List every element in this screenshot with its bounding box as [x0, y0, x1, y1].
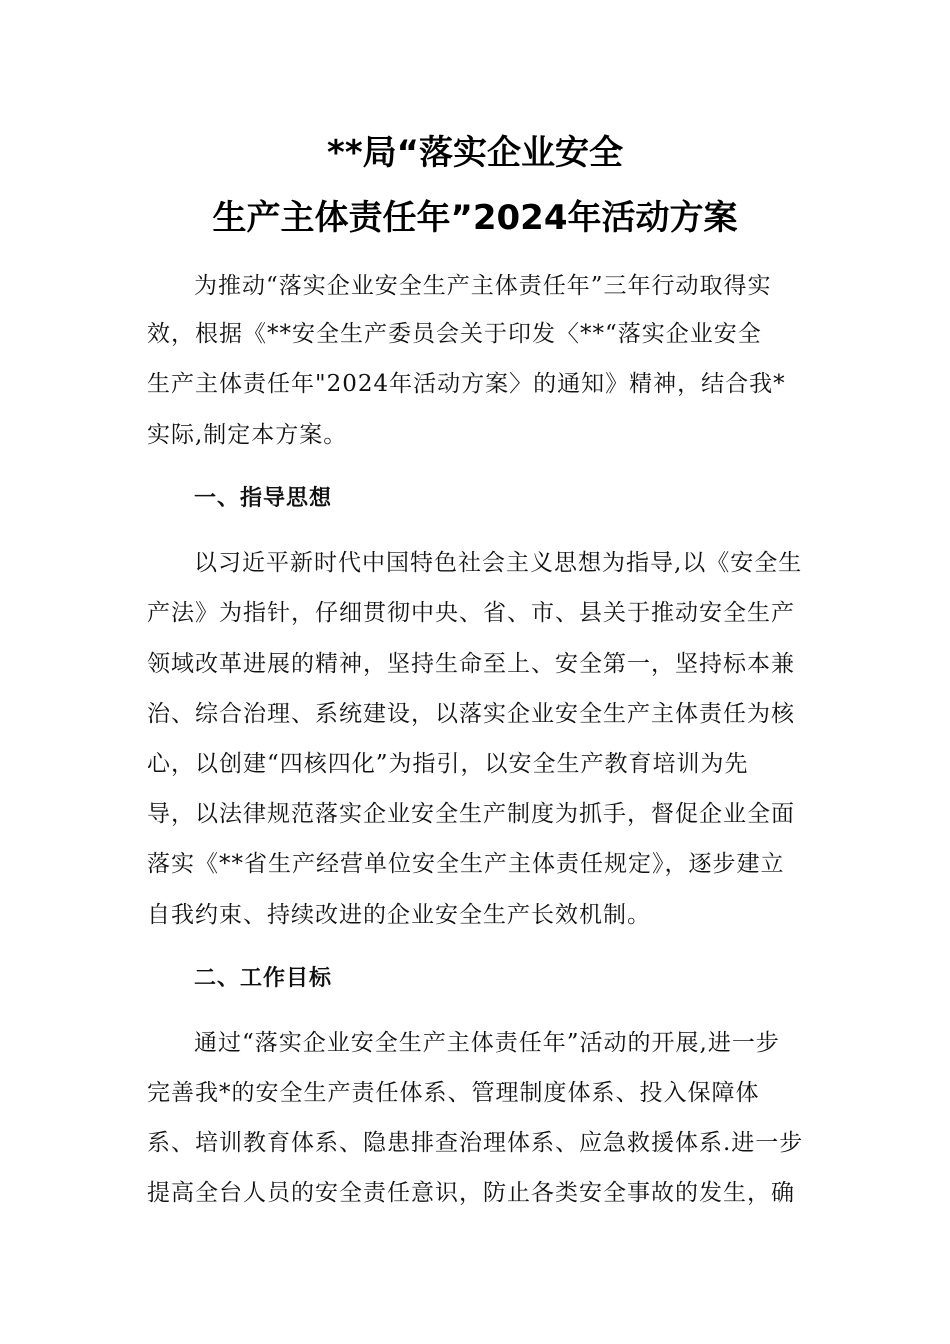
document-title-line-2: 生产主体责任年”2024年活动方案 [212, 198, 738, 238]
intro-line: 效，根据《**安全生产委员会关于印发〈**“落实企业安全 [147, 321, 762, 347]
paragraph-line: 产法》为指针，仔细贯彻中央、省、市、县关于推动安全生产 [147, 600, 795, 626]
paragraph-line: 系、培训教育体系、隐患排查治理体系、应急救援体系.进一步 [147, 1130, 804, 1156]
paragraph-line: 通过“落实企业安全生产主体责任年”活动的开展,进一步 [194, 1030, 780, 1056]
intro-line: 生产主体责任年"2024年活动方案〉的通知》精神，结合我* [147, 371, 786, 397]
paragraph-line: 提高全台人员的安全责任意识，防止各类安全事故的发生，确 [147, 1180, 795, 1206]
paragraph-line: 落实《**省生产经营单位安全生产主体责任规定》，逐步建立 [147, 851, 785, 877]
paragraph-line: 完善我*的安全生产责任体系、管理制度体系、投入保障体 [147, 1080, 760, 1106]
document-title-line-1: **局“落实企业安全 [327, 133, 623, 173]
paragraph-line: 导，以法律规范落实企业安全生产制度为抓手，督促企业全面 [147, 801, 795, 827]
paragraph-line: 领域改革进展的精神，坚持生命至上、安全第一，坚持标本兼 [147, 651, 795, 677]
intro-line: 实际,制定本方案。 [147, 422, 348, 448]
paragraph-line: 以习近平新时代中国特色社会主义思想为指导,以《安全生 [194, 550, 803, 576]
section-heading-guiding-ideology: 一、指导思想 [194, 486, 333, 511]
paragraph-line: 心，以创建“四核四化”为指引，以安全生产教育培训为先 [147, 751, 749, 777]
section-heading-work-goals: 二、工作目标 [194, 966, 333, 991]
paragraph-line: 自我约束、持续改进的企业安全生产长效机制。 [147, 902, 651, 928]
intro-line: 为推动“落实企业安全生产主体责任年”三年行动取得实 [194, 273, 772, 299]
paragraph-line: 治、综合治理、系统建设，以落实企业安全生产主体责任为核 [147, 701, 795, 727]
